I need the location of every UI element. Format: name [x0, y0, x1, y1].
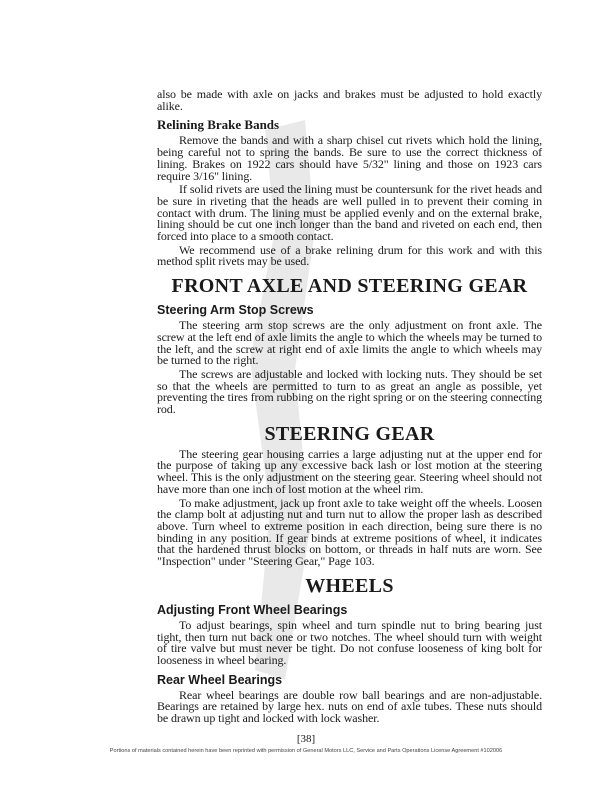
- paragraph: Remove the bands and with a sharp chisel cut rivets which hold the lining, being careful not to spring the bands. Be sure to use the correct thickness of lining. Brakes on 1922 cars should have 5/32" lining and those on 1923 cars require 3/16" lining.: [157, 133, 542, 183]
- heading-adjusting-front-wheel-bearings: Adjusting Front Wheel Bearings: [157, 602, 348, 617]
- copyright-footer: Portions of materials contained herein have been reprinted with permission of General Motors LLC, Service and Parts Operations License Agreement #102006: [109, 747, 503, 754]
- paragraph: Rear wheel bearings are double row ball bearings and are non-adjustable. Bearings are retained by large hex. nuts on end of axle tubes. These nuts should be drawn up tight and locked with lock washer.: [157, 687, 542, 726]
- paragraph: To make adjustment, jack up front axle to take weight off the wheels. Loosen the clamp bolt at adjusting nut and turn nut to allow the proper lash as described above. Turn wheel to extreme position in each direction, being sure there is no binding in any position. If gear binds at extreme positions of wheel, it indicates that the hardened thrust blocks on bottom, or threads in half nuts are worn. See "Inspection" under "Steering Gear," Page 103.: [157, 495, 542, 569]
- text-column: [157, 0, 542, 725]
- heading-relining-brake-bands: Relining Brake Bands: [157, 117, 280, 133]
- heading-rear-wheel-bearings: Rear Wheel Bearings: [157, 672, 283, 687]
- section-title-steering-gear: STEERING GEAR: [264, 422, 435, 445]
- paragraph: We recommend use of a brake relining drum for this work and with this method split rivets may be used.: [157, 242, 542, 269]
- heading-steering-arm-stop-screws: Steering Arm Stop Screws: [157, 303, 314, 318]
- paragraph: The steering gear housing carries a large adjusting nut at the upper end for the purpose of taking up any excessive back lash or lost motion at the steering wheel. This is the only adjustment on the steering gear. Steering wheel should not have more than one inch of lost motion at the wheel rim.: [157, 446, 542, 496]
- intro-paragraph: also be made with axle on jacks and brakes must be adjusted to hold exactly alike.: [157, 87, 542, 113]
- section-title-front-axle: FRONT AXLE AND STEERING GEAR: [171, 275, 528, 298]
- page-number: [38]: [296, 732, 316, 745]
- paragraph: If solid rivets are used the lining must be countersunk for the rivet heads and be sure in riveting that the heads are well pulled in to prevent their coming in contact with drum. The lining must be applied evenly and on the external brake, lining should be cut one inch longer than the band and riveted on each end, then forced into place to a smooth contact.: [157, 182, 542, 244]
- paragraph: The steering arm stop screws are the only adjustment on front axle. The screw at the left end of axle limits the angle to which the wheels may be turned to the left, and the screw at right end of axle limits the angle to which wheels may be turned to the right.: [157, 318, 542, 368]
- section-title-wheels: WHEELS: [305, 574, 394, 597]
- paragraph: The screws are adjustable and locked with locking nuts. They should be set so that the wheels are permitted to turn to as great an angle as possible, yet preventing the tires from rubbing on the right spring or on the steering connecting rod.: [157, 366, 542, 417]
- paragraph: To adjust bearings, spin wheel and turn spindle nut to bring bearing just tight, then turn nut back one or two notches. The wheel should turn with weight of tire valve but must never be tight. Do not confuse looseness of king bolt for looseness in wheel bearing.: [157, 617, 542, 667]
